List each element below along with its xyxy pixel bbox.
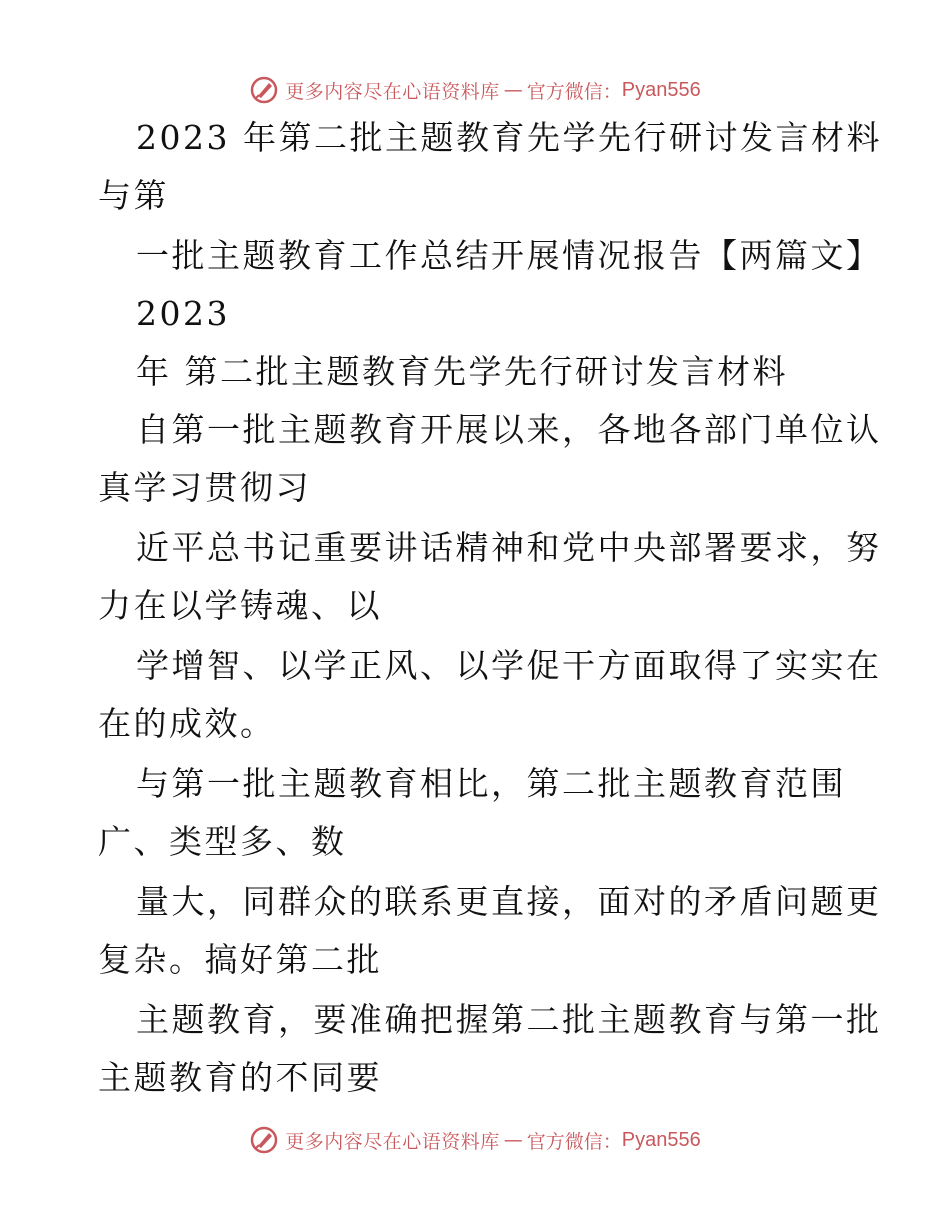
paragraph-line: 与第一批主题教育相比，第二批主题教育范围 — [136, 764, 846, 803]
footer-separator: — — [503, 1129, 523, 1151]
header-brand-text: 更多内容尽在心语资料库 — [285, 80, 500, 103]
title-line-2: 与第 — [98, 176, 169, 215]
footer-banner — [0, 1120, 950, 1160]
paragraph-line: 力在以学铸魂、以 — [98, 586, 382, 625]
quill-logo-icon — [249, 1125, 279, 1155]
header-wechat-label: 官方微信： — [526, 80, 622, 103]
title-line-4: 2023 — [136, 294, 230, 333]
header-banner — [0, 70, 950, 110]
footer-brand-text: 更多内容尽在心语资料库 — [285, 1130, 500, 1153]
paragraph-line: 近平总书记重要讲话精神和党中央部署要求，努 — [136, 528, 882, 567]
header-separator: — — [503, 79, 523, 101]
paragraph-line: 学增智、以学正风、以学促干方面取得了实实在 — [136, 646, 882, 685]
paragraph-line: 复杂。搞好第二批 — [98, 940, 382, 979]
paragraph-line: 自第一批主题教育开展以来，各地各部门单位认 — [136, 410, 882, 449]
quill-logo-icon — [249, 75, 279, 105]
footer-wechat-handle: Pyan556 — [621, 1128, 701, 1151]
paragraph-line: 量大，同群众的联系更直接，面对的矛盾问题更 — [136, 882, 882, 921]
paragraph-line: 在的成效。 — [98, 704, 276, 743]
paragraph-line: 广、类型多、数 — [98, 822, 347, 861]
title-line-1: 2023 年第二批主题教育先学先行研讨发言材料 — [136, 118, 882, 157]
paragraph-line: 真学习贯彻习 — [98, 468, 311, 507]
title-line-3: 一批主题教育工作总结开展情况报告【两篇文】 — [136, 236, 882, 275]
footer-wechat-label: 官方微信： — [526, 1130, 622, 1153]
document-body — [98, 118, 898, 1118]
paragraph-line: 主题教育的不同要 — [98, 1058, 382, 1097]
section-heading: 年 第二批主题教育先学先行研讨发言材料 — [136, 352, 788, 391]
header-wechat-handle: Pyan556 — [621, 78, 701, 101]
paragraph-line: 主题教育，要准确把握第二批主题教育与第一批 — [136, 1000, 882, 1039]
